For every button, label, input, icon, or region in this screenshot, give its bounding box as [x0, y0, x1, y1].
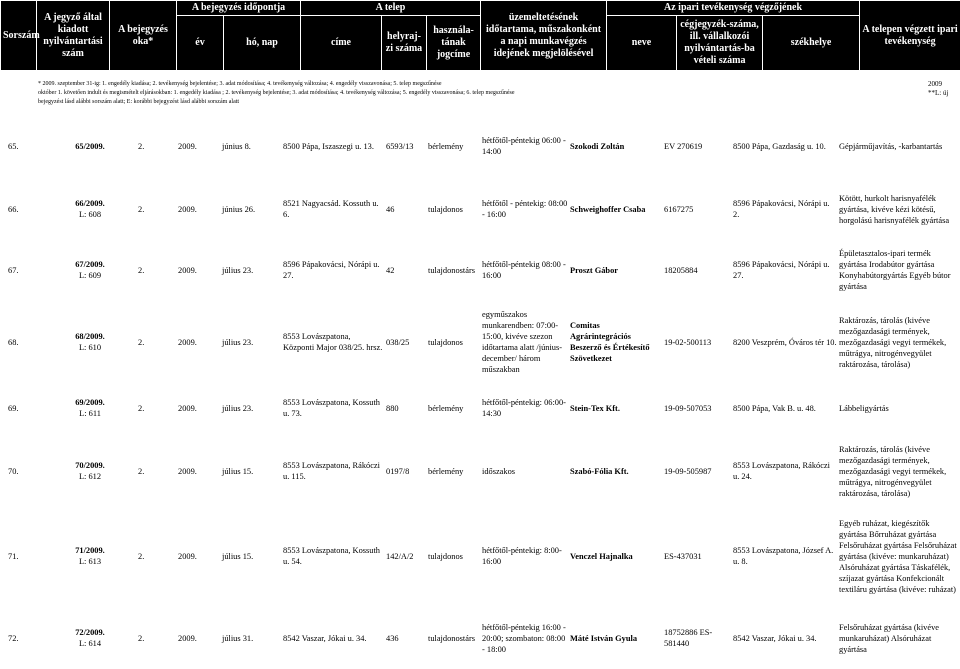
- cell-text: Egyéb ruházat, kiegészítők gyártása Bőrruházat gyártása Felsőruházat gyártása Felsőruházat gyártása (kivéve: munkaruházat) Alsóruházat gyártása Táskafélék, szíjazat gyártása Konfekcionált textiláru gyártása (kivéve: ruházat): [839, 518, 957, 594]
- cell-cim: [283, 610, 383, 666]
- cell-text: június 8.: [222, 141, 251, 151]
- nyilvantartasi-szam: 69/2009.: [75, 398, 105, 407]
- cell-text: Lábbeligyártás: [839, 403, 889, 413]
- cell-tevekenyseg: [839, 304, 957, 380]
- cell-text: 8542 Vaszar, Jókai u. 34.: [283, 633, 367, 643]
- cell-neve: [570, 506, 662, 606]
- cell-ok: [138, 440, 168, 502]
- cell-neve: [570, 610, 662, 666]
- cell-text: 42: [386, 265, 395, 275]
- cell-ev: [178, 184, 208, 234]
- cell-text: június 26.: [222, 204, 256, 214]
- cell-ho-nap: [222, 246, 272, 294]
- legend-notes: [38, 80, 515, 107]
- cell-sorszam: [8, 184, 34, 234]
- col-group-vegzo: Az ipari tevékenység végzőjének: [607, 1, 860, 16]
- cell-neve: [570, 440, 662, 502]
- cell-text: 2.: [138, 551, 145, 561]
- nyilvantartasi-szam: 72/2009.: [75, 628, 105, 637]
- cell-text: 67.: [8, 265, 19, 275]
- cell-text: Felsőruházat gyártása (kivéve munkaruházat) Alsóruházat gyártása: [839, 622, 939, 654]
- cell-nyilv: [60, 246, 120, 294]
- korabbi-bejegyzes-kod: L: 612: [78, 472, 102, 481]
- cell-jogcim: [428, 440, 484, 502]
- table-row: [0, 184, 960, 234]
- cell-text: hétfőtől-péntekig: 8:00-16:00: [482, 546, 562, 566]
- cell-jogcim: [428, 136, 484, 156]
- cell-ev: [178, 440, 208, 502]
- cell-text: 2009.: [178, 551, 197, 561]
- cell-cim: [283, 184, 383, 234]
- cell-text: időszakos: [482, 466, 516, 476]
- cell-idotartam: [482, 304, 570, 380]
- legend-new-code: **L: új: [928, 89, 949, 97]
- cell-text: július 15.: [222, 466, 254, 476]
- table-row: [0, 384, 960, 432]
- cell-text: Szokodi Zoltán: [570, 141, 625, 151]
- nyilvantartasi-szam: 68/2009.: [75, 332, 105, 341]
- cell-hrsz: [386, 246, 426, 294]
- col-group-idopont: A bejegyzés időpontja: [177, 1, 301, 16]
- cell-hrsz: [386, 384, 426, 432]
- cell-text: 19-02-500113: [664, 337, 712, 347]
- cell-text: 2.: [138, 403, 145, 413]
- cell-hrsz: [386, 304, 426, 380]
- cell-text: 65.: [8, 141, 19, 151]
- cell-ho-nap: [222, 136, 272, 156]
- korabbi-bejegyzes-kod: L: 608: [78, 210, 102, 219]
- cell-hrsz: [386, 184, 426, 234]
- cell-szekhely: [733, 506, 837, 606]
- cell-text: tulajdonos: [428, 337, 463, 347]
- cell-ho-nap: [222, 184, 272, 234]
- legend-note-1: * 2009. szeptember 31-ig: 1. engedély kiadása; 2. tevékenység bejelentése; 3. adat módosítása; 4. tevékenység változása; 4. engedély visszavonása; 5. telep megszűnése: [38, 81, 442, 87]
- cell-sorszam: [8, 384, 34, 432]
- cell-text: egyműszakos munkarendben: 07:00-15:00, kivéve szezon időtartama alatt /június-december/ három műszakban: [482, 310, 563, 374]
- cell-ok: [138, 506, 168, 606]
- cell-szekhely: [733, 384, 837, 432]
- col-ho-nap: hó, nap: [224, 16, 301, 71]
- table-row: [0, 246, 960, 294]
- cell-ev: [178, 610, 208, 666]
- cell-text: 8553 Lovászpatona, József A. u. 8.: [733, 546, 834, 566]
- cell-text: 8200 Veszprém, Óváros tér 10.: [733, 337, 837, 347]
- cell-text: bérlemény: [428, 466, 464, 476]
- cell-text: 19-09-505987: [664, 466, 712, 476]
- cell-text: 2.: [138, 265, 145, 275]
- cell-cim: [283, 246, 383, 294]
- cell-hrsz: [386, 136, 426, 156]
- cell-jogcim: [428, 304, 484, 380]
- cell-text: Épületasztalos-ipari termék gyártása Irodabútor gyártása Konyhabútorgyártás Egyéb bútor gyártása: [839, 249, 951, 291]
- col-tevekenyseg: A telepen végzett ipari tevékenység: [860, 1, 960, 71]
- cell-text: 8500 Pápa, Gazdaság u. 10.: [733, 141, 826, 151]
- cell-text: 66.: [8, 204, 19, 214]
- nyilvantartasi-szam: 71/2009.: [75, 546, 105, 555]
- cell-text: 6593/13: [386, 141, 414, 151]
- cell-sorszam: [8, 440, 34, 502]
- cell-text: július 31.: [222, 633, 254, 643]
- cell-idotartam: [482, 136, 570, 156]
- cell-text: 6167275: [664, 204, 694, 214]
- cell-text: bérlemény: [428, 141, 464, 151]
- cell-text: ES-437031: [664, 551, 702, 561]
- cell-nyilv: [60, 184, 120, 234]
- cell-text: 8596 Pápakovácsi, Nórápi u. 2.: [733, 199, 830, 219]
- cell-text: 2009.: [178, 141, 197, 151]
- cell-cegjegyzek: [664, 246, 726, 294]
- cell-text: 8596 Pápakovácsi, Nórápi u. 27.: [733, 260, 830, 280]
- cell-text: 880: [386, 403, 399, 413]
- cell-szekhely: [733, 184, 837, 234]
- cell-text: 8553 Lovászpatona, Kossuth u. 73.: [283, 398, 380, 418]
- cell-nyilv: [60, 136, 120, 156]
- cell-text: Máté István Gyula: [570, 633, 637, 643]
- cell-text: 2009.: [178, 633, 197, 643]
- cell-jogcim: [428, 610, 484, 666]
- cell-text: tulajdonos: [428, 551, 463, 561]
- cell-neve: [570, 304, 662, 380]
- cell-ok: [138, 136, 168, 156]
- cell-nyilv: [60, 304, 120, 380]
- cell-text: 436: [386, 633, 399, 643]
- cell-text: 68.: [8, 337, 19, 347]
- cell-cegjegyzek: [664, 610, 726, 666]
- cell-text: 2.: [138, 633, 145, 643]
- cell-cim: [283, 136, 383, 156]
- cell-idotartam: [482, 184, 570, 234]
- cell-hrsz: [386, 610, 426, 666]
- cell-text: 2009.: [178, 466, 197, 476]
- cell-text: július 23.: [222, 337, 254, 347]
- cell-szekhely: [733, 136, 837, 156]
- cell-tevekenyseg: [839, 384, 957, 432]
- cell-ho-nap: [222, 440, 272, 502]
- cell-jogcim: [428, 506, 484, 606]
- cell-text: 18752886 ES-581440: [664, 628, 713, 648]
- col-sorszam: Sorszám: [1, 1, 37, 71]
- cell-text: tulajdonos: [428, 204, 463, 214]
- cell-text: 2009.: [178, 403, 197, 413]
- cell-szekhely: [733, 440, 837, 502]
- cell-text: 8553 Lovászpatona, Rákóczi u. 115.: [283, 461, 380, 481]
- cell-text: 2009.: [178, 204, 197, 214]
- cell-text: július 15.: [222, 551, 254, 561]
- cell-text: bérlemény: [428, 403, 464, 413]
- cell-cim: [283, 304, 383, 380]
- cell-cegjegyzek: [664, 184, 726, 234]
- cell-text: 18205884: [664, 265, 698, 275]
- cell-ho-nap: [222, 304, 272, 380]
- cell-tevekenyseg: [839, 610, 957, 666]
- cell-cegjegyzek: [664, 440, 726, 502]
- cell-cegjegyzek: [664, 384, 726, 432]
- col-group-telep: A telep: [301, 1, 481, 16]
- col-hasznalat-jogcime: használa-tának jogcíme: [427, 16, 481, 71]
- nyilvantartasi-szam: 70/2009.: [75, 461, 105, 470]
- cell-text: Gépjárműjavítás, -karbantartás: [839, 141, 943, 151]
- cell-ok: [138, 304, 168, 380]
- cell-ho-nap: [222, 506, 272, 606]
- cell-ok: [138, 246, 168, 294]
- cell-text: hétfőtől-péntekig 06:00 - 14:00: [482, 136, 566, 156]
- cell-idotartam: [482, 440, 570, 502]
- cell-text: 46: [386, 204, 395, 214]
- cell-ev: [178, 304, 208, 380]
- nyilvantartasi-szam: 65/2009.: [75, 141, 105, 151]
- register-header: [0, 0, 960, 71]
- cell-idotartam: [482, 506, 570, 606]
- korabbi-bejegyzes-kod: L: 614: [78, 639, 102, 648]
- cell-szekhely: [733, 304, 837, 380]
- cell-tevekenyseg: [839, 440, 957, 502]
- cell-tevekenyseg: [839, 136, 957, 156]
- col-neve: neve: [607, 16, 677, 71]
- cell-text: hétfőtől-péntekig 08:00 - 16:00: [482, 260, 566, 280]
- cell-text: 8542 Vaszar, Jókai u. 34.: [733, 633, 817, 643]
- cell-cim: [283, 506, 383, 606]
- legend-note-3: bejegyzést lásd alábbi sorszám alatt; E: korábbi bejegyzést lásd alábbi sorszám alatt: [38, 99, 240, 105]
- col-szekhelye: székhelye: [763, 16, 860, 71]
- cell-text: tulajdonostárs: [428, 265, 475, 275]
- col-cegjegyzek: cégjegyzék-száma, ill. vállalkozói nyilvántartás-ba vételi száma: [677, 16, 763, 71]
- cell-text: július 23.: [222, 265, 254, 275]
- table-row: [0, 304, 960, 380]
- table-row: [0, 610, 960, 666]
- cell-text: 8500 Pápa, Vak B. u. 48.: [733, 403, 816, 413]
- legend-year: 2009: [928, 80, 942, 88]
- cell-jogcim: [428, 184, 484, 234]
- cell-text: Szabó-Fólia Kft.: [570, 466, 629, 476]
- korabbi-bejegyzes-kod: L: 611: [79, 409, 101, 418]
- col-bejegyzes-oka: A bejegyzés oka*: [110, 1, 177, 71]
- cell-text: hétfőtől-péntekig 16:00 - 20:00; szombaton: 08:00 - 18:00: [482, 622, 566, 654]
- col-cime: címe: [301, 16, 382, 71]
- cell-tevekenyseg: [839, 246, 957, 294]
- cell-text: 2.: [138, 141, 145, 151]
- cell-text: 71.: [8, 551, 19, 561]
- cell-idotartam: [482, 246, 570, 294]
- cell-text: 69.: [8, 403, 19, 413]
- cell-ev: [178, 136, 208, 156]
- col-uzemeltetes: üzemeltetésének időtartama, műszakonként a napi munkavégzés idejének megjelölésével: [481, 1, 607, 71]
- cell-neve: [570, 384, 662, 432]
- cell-nyilv: [60, 384, 120, 432]
- cell-text: 70.: [8, 466, 19, 476]
- cell-idotartam: [482, 384, 570, 432]
- cell-text: Proszt Gábor: [570, 265, 618, 275]
- cell-text: 8553 Lovászpatona, Rákóczi u. 24.: [733, 461, 830, 481]
- cell-text: Venczel Hajnalka: [570, 551, 633, 561]
- cell-text: 2.: [138, 466, 145, 476]
- col-nyilvantartasi-szam: A jegyző által kiadott nyilvántartási szám: [37, 1, 110, 71]
- cell-text: Comitas Agrárintegrációs Beszerző és Értékesítő Szövetkezet: [570, 321, 650, 363]
- cell-neve: [570, 184, 662, 234]
- cell-nyilv: [60, 610, 120, 666]
- table-row: [0, 506, 960, 606]
- cell-hrsz: [386, 440, 426, 502]
- cell-tevekenyseg: [839, 184, 957, 234]
- cell-text: 2009.: [178, 337, 197, 347]
- cell-text: 142/A/2: [386, 551, 414, 561]
- cell-text: hétfőtől-péntekig: 06:00-14:30: [482, 398, 566, 418]
- cell-ev: [178, 506, 208, 606]
- cell-text: 0197/8: [386, 466, 410, 476]
- korabbi-bejegyzes-kod: L: 610: [78, 343, 102, 352]
- cell-cegjegyzek: [664, 506, 726, 606]
- cell-cim: [283, 440, 383, 502]
- cell-text: Kötött, hurkolt harisnyafélék gyártása, kivéve kézi kötésű, horgolású harisnyafélék gyártása: [839, 193, 950, 225]
- cell-ev: [178, 384, 208, 432]
- cell-text: hétfőtől - péntekig: 08:00 - 16:00: [482, 199, 568, 219]
- korabbi-bejegyzes-kod: L: 613: [78, 557, 102, 566]
- col-ev: év: [177, 16, 224, 71]
- cell-neve: [570, 136, 662, 156]
- cell-sorszam: [8, 610, 34, 666]
- legend-note-2: október 1. követően indult és megismételt eljárásokban: 1. engedély kiadása ; 2. tevékenység bejelentése; 3. adat módosítása; 4. tevékenység változása; 5. engedély visszavonása; 6. telep megszűnése: [38, 90, 515, 96]
- cell-sorszam: [8, 506, 34, 606]
- cell-idotartam: [482, 610, 570, 666]
- cell-szekhely: [733, 610, 837, 666]
- cell-nyilv: [60, 440, 120, 502]
- cell-text: Schweighoffer Csaba: [570, 204, 646, 214]
- cell-ho-nap: [222, 610, 272, 666]
- cell-sorszam: [8, 136, 34, 156]
- cell-text: 8521 Nagyacsád. Kossuth u. 6.: [283, 199, 379, 219]
- cell-text: 19-09-507053: [664, 403, 712, 413]
- cell-text: 2009.: [178, 265, 197, 275]
- cell-ok: [138, 184, 168, 234]
- table-row: [0, 136, 960, 156]
- cell-ok: [138, 384, 168, 432]
- cell-hrsz: [386, 506, 426, 606]
- cell-cegjegyzek: [664, 304, 726, 380]
- cell-tevekenyseg: [839, 506, 957, 606]
- cell-sorszam: [8, 246, 34, 294]
- cell-text: 8596 Pápakovácsi, Nórápi u. 27.: [283, 260, 380, 280]
- cell-text: 72.: [8, 633, 19, 643]
- cell-text: 8553 Lovászpatona, Kossuth u. 54.: [283, 546, 380, 566]
- cell-nyilv: [60, 506, 120, 606]
- cell-text: 2.: [138, 204, 145, 214]
- cell-text: Raktározás, tárolás (kivéve mezőgazdasági termények, mezőgazdasági vegyi termékek, műtrágya, nitrogénvegyület raktározása, tárolása): [839, 444, 947, 498]
- cell-jogcim: [428, 384, 484, 432]
- cell-neve: [570, 246, 662, 294]
- cell-text: EV 270619: [664, 141, 703, 151]
- cell-text: tulajdonostárs: [428, 633, 475, 643]
- cell-text: július 23.: [222, 403, 254, 413]
- cell-text: 038/25: [386, 337, 410, 347]
- cell-ev: [178, 246, 208, 294]
- cell-ho-nap: [222, 384, 272, 432]
- cell-ok: [138, 610, 168, 666]
- cell-sorszam: [8, 304, 34, 380]
- cell-text: Stein-Tex Kft.: [570, 403, 620, 413]
- cell-text: 8500 Pápa, Iszaszegi u. 13.: [283, 141, 374, 151]
- nyilvantartasi-szam: 67/2009.: [75, 260, 105, 269]
- table-row: [0, 440, 960, 502]
- nyilvantartasi-szam: 66/2009.: [75, 199, 105, 208]
- cell-text: Raktározás, tárolás (kivéve mezőgazdasági termények, mezőgazdasági vegyi termékek, műtrágya, nitrogénvegyület raktározása, tárolása): [839, 315, 947, 369]
- cell-szekhely: [733, 246, 837, 294]
- cell-cim: [283, 384, 383, 432]
- col-helyrajzi-szam: helyraj-zi száma: [382, 16, 427, 71]
- cell-text: 8553 Lovászpatona, Központi Major 038/25. hrsz.: [283, 332, 383, 352]
- cell-cegjegyzek: [664, 136, 726, 156]
- cell-jogcim: [428, 246, 484, 294]
- cell-text: 2.: [138, 337, 145, 347]
- korabbi-bejegyzes-kod: L: 609: [78, 271, 102, 280]
